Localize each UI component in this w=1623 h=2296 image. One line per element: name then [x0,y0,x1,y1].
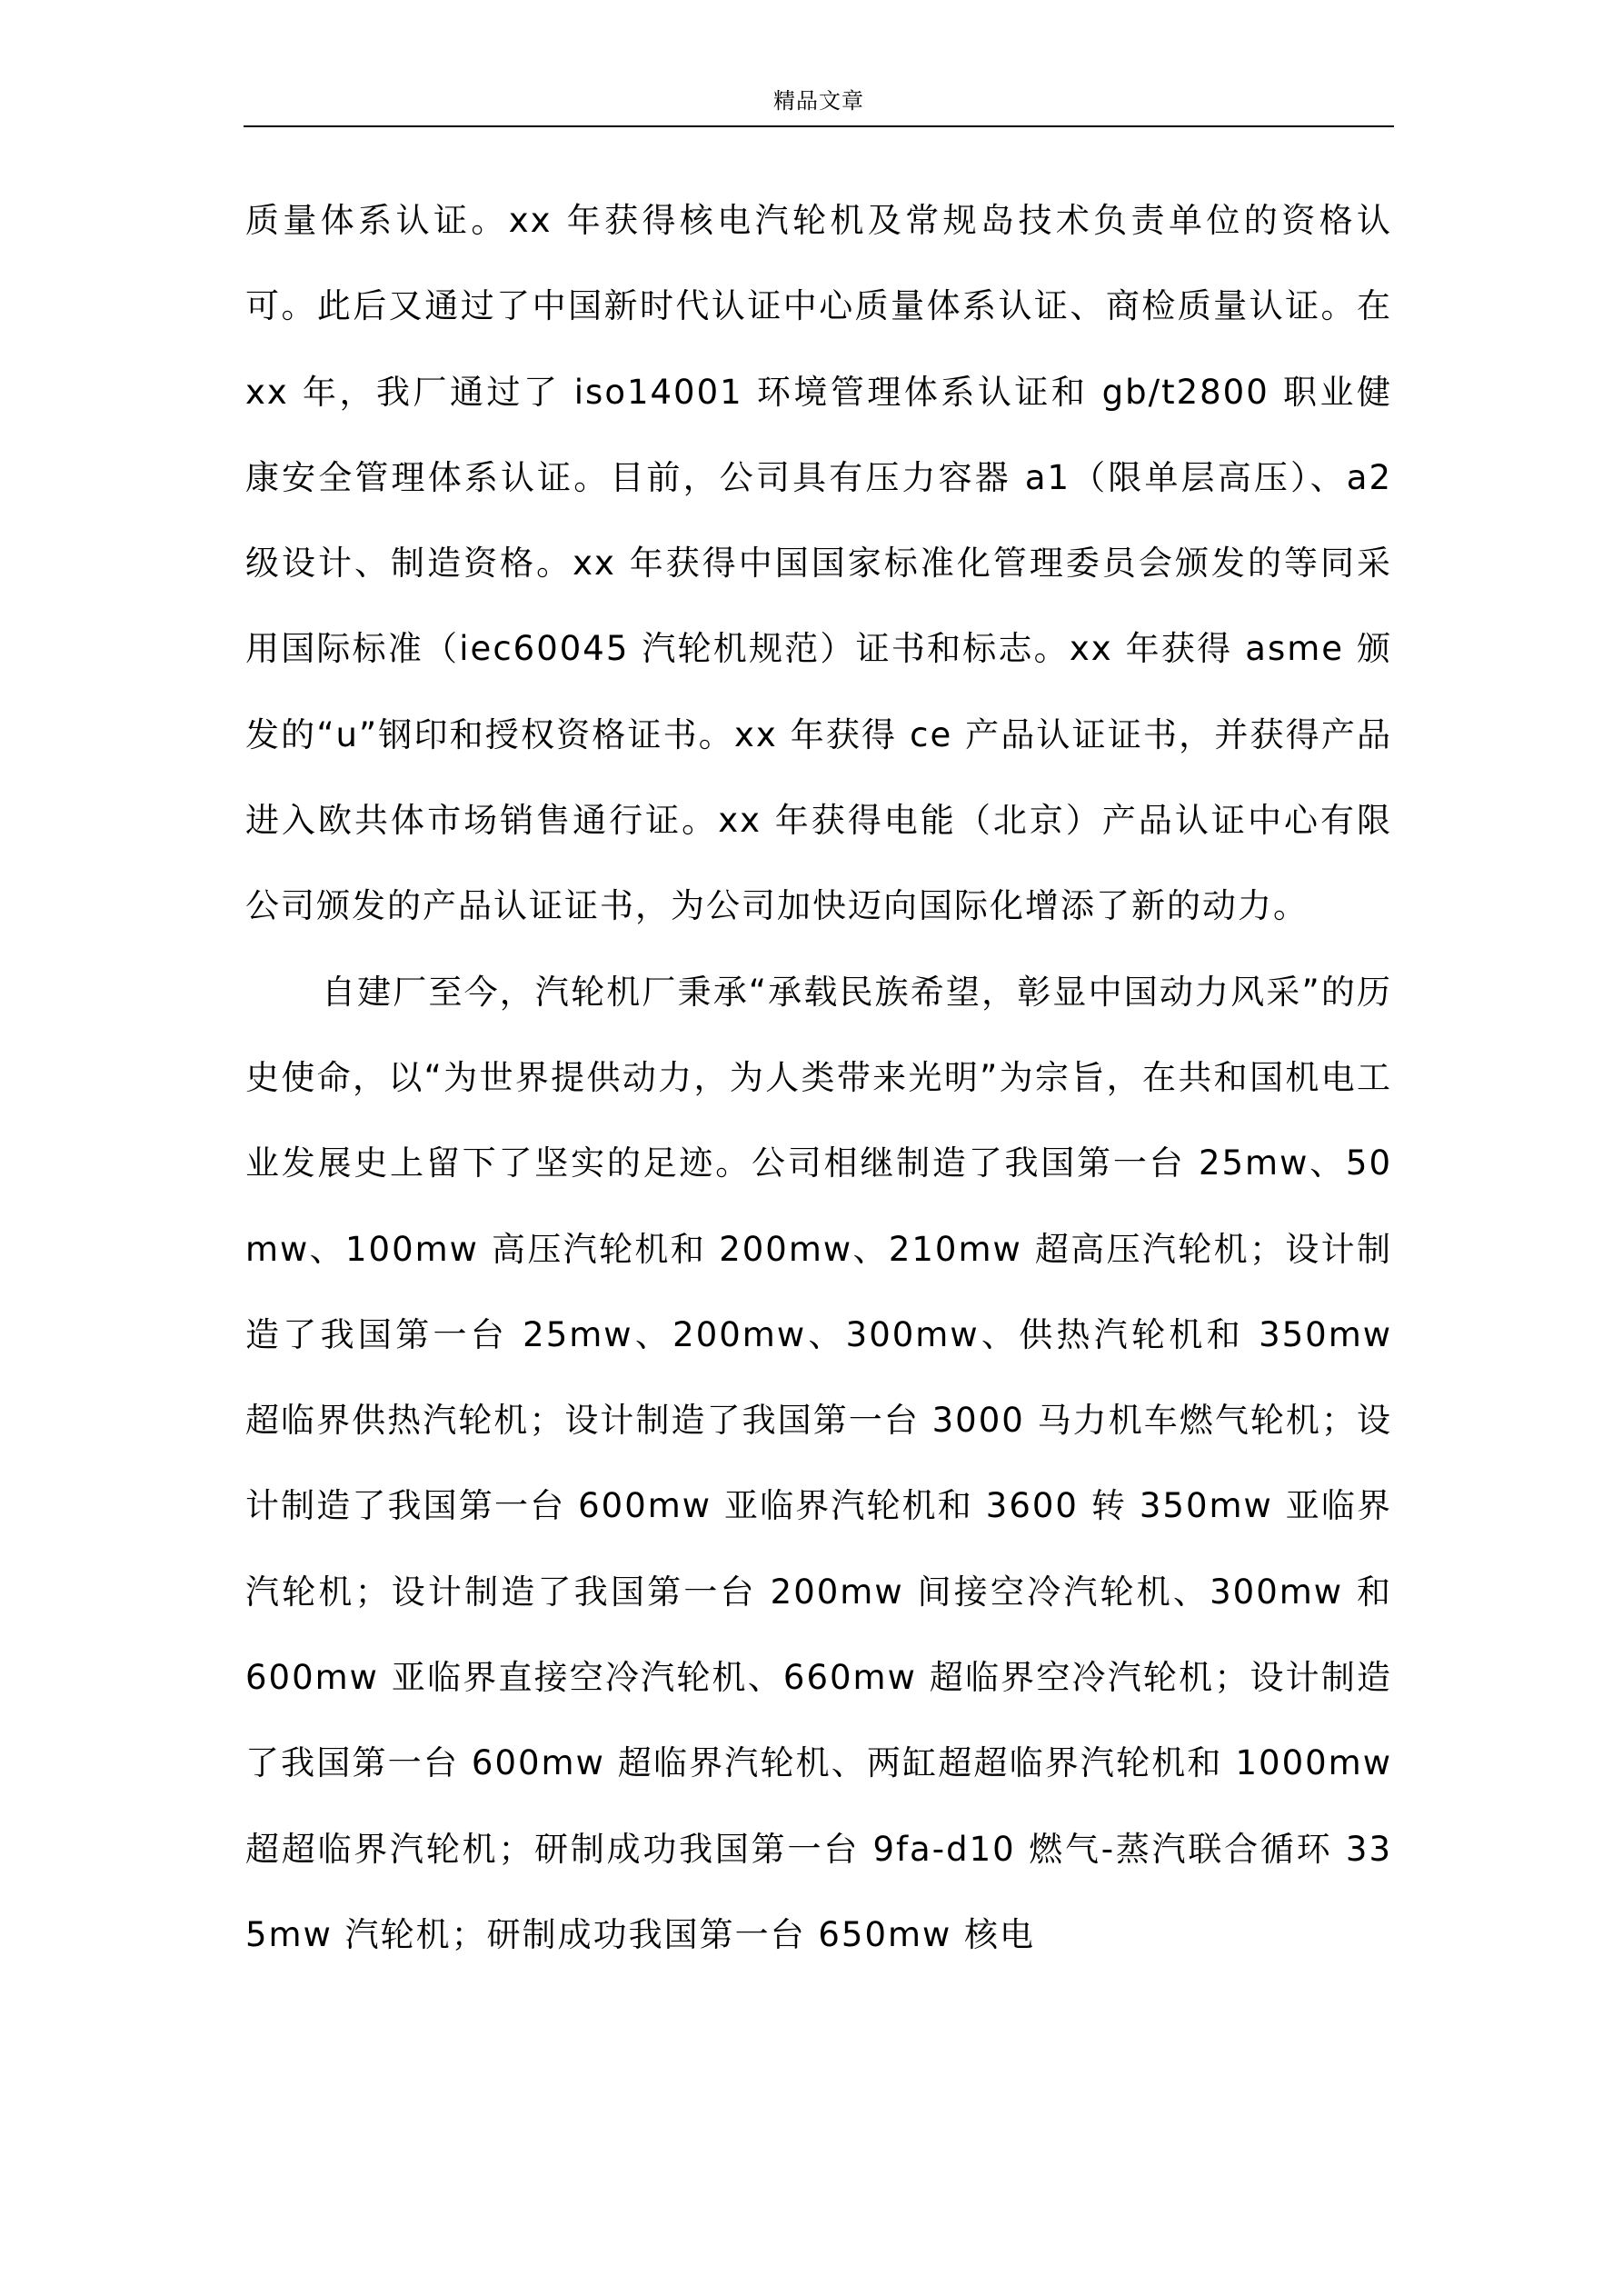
paragraph-history: 自建厂至今，汽轮机厂秉承“承载民族希望，彰显中国动力风采”的历史使命，以“为世界提供动力，为人类带来光明”为宗旨，在共和国机电工业发展史上留下了坚实的足迹。公司相继制造了我国第一台 25mw、50mw、100mw 高压汽轮机和 200mw、210mw 超高压汽轮机；设计制造了我国第一台 25mw、200mw、300mw、供热汽轮机和 350mw 超临界供热汽轮机；设计制造了我国第一台 3000 马力机车燃气轮机；设计制造了我国第一台 600mw 亚临界汽轮机和 3600 转 350mw 亚临界汽轮机；设计制造了我国第一台 200mw 间接空冷汽轮机、300mw 和 600mw 亚临界直接空冷汽轮机、660mw 超临界空冷汽轮机；设计制造了我国第一台 600mw 超临界汽轮机、两缸超超临界汽轮机和 1000mw 超超临界汽轮机；研制成功我国第一台 9fa-d10 燃气-蒸汽联合循环 335mw 汽轮机；研制成功我国第一台 650mw 核电 [245,972,1392,1954]
page-header [244,87,1394,127]
paragraph-certifications: 质量体系认证。xx 年获得核电汽轮机及常规岛技术负责单位的资格认可。此后又通过了中国新时代认证中心质量体系认证、商检质量认证。在 xx 年，我厂通过了 iso14001 环境管理体系认证和 gb/t2800 职业健康安全管理体系认证。目前，公司具有压力容器 a1（限单层高压）、a2 级设计、制造资格。xx 年获得中国国家标准化管理委员会颁发的等同采用国际标准（iec60045 汽轮机规范）证书和标志。xx 年获得 asme 颁发的“u”钢印和授权资格证书。xx 年获得 ce 产品认证证书，并获得产品进入欧共体市场销售通行证。xx 年获得电能（北京）产品认证中心有限公司颁发的产品认证证书，为公司加快迈向国际化增添了新的动力。 [245,201,1392,926]
header-title: 精品文章 [773,88,864,114]
document-body [245,178,1392,1978]
